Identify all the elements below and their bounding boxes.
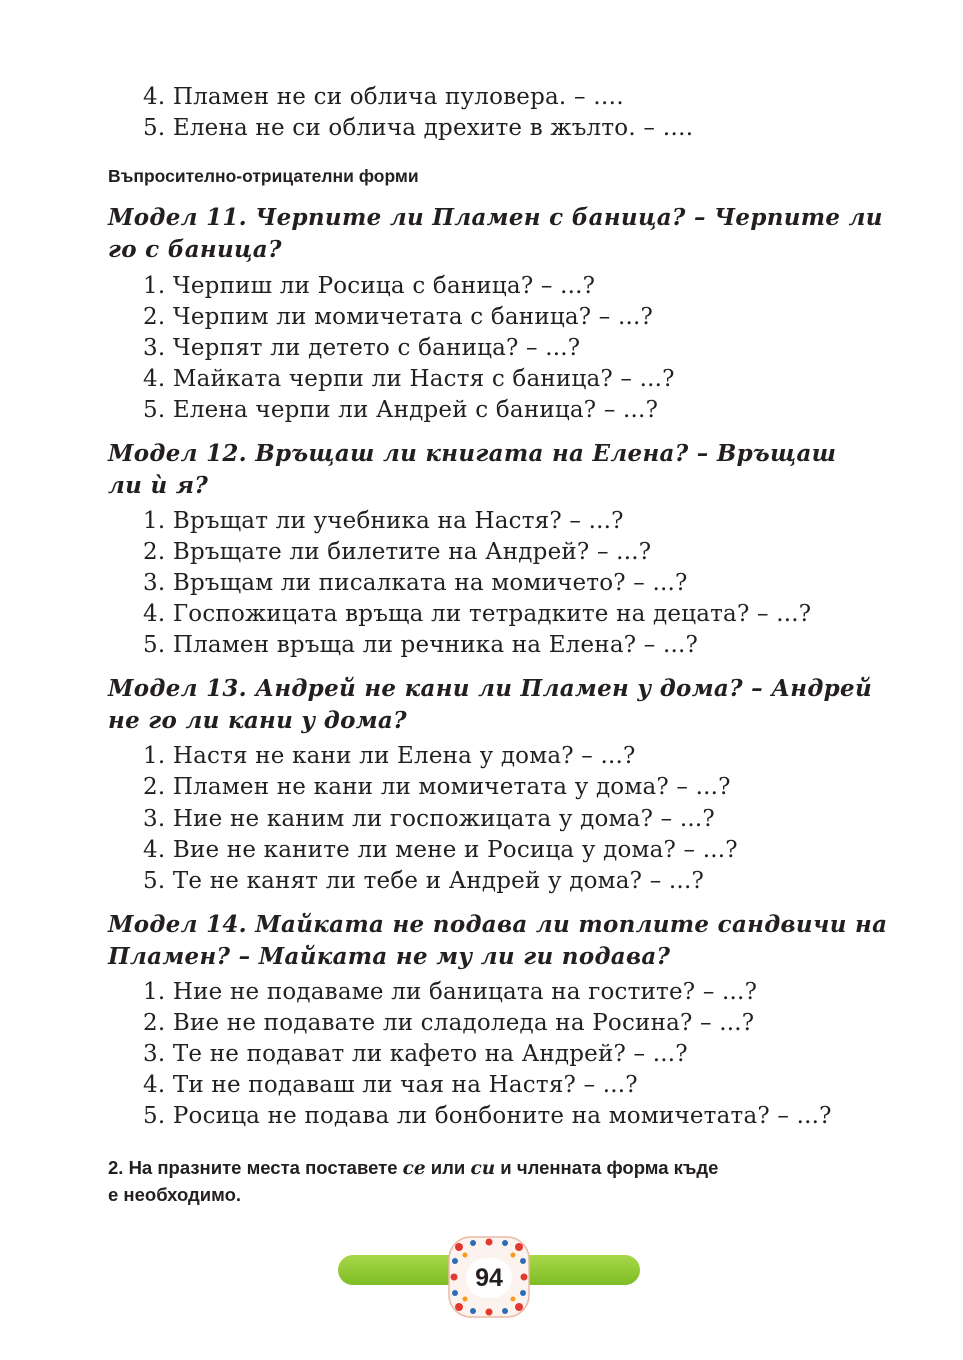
model-13-line1: Модел 13. Андрей не кани ли Пламен у дома? – Андрей: [108, 675, 872, 702]
exercise-item: 5. Росица не подава ли бонбоните на момичетата? – ...?: [143, 1103, 832, 1129]
task-instruction-line2: е необходимо.: [108, 1184, 242, 1205]
exercise-item: 1. Ние не подаваме ли баницата на гостите? – ...?: [143, 979, 758, 1005]
exercise-item: 5. Те не канят ли тебе и Андрей у дома? – ...?: [143, 868, 704, 894]
exercise-item: 3. Връщам ли писалката на момичето? – ...?: [143, 570, 688, 596]
exercise-item: 5. Елена черпи ли Андрей с баница? – ...?: [143, 397, 659, 423]
exercise-item: 1. Връщат ли учебника на Настя? – ...?: [143, 508, 624, 534]
emphasis-word: се: [402, 1158, 426, 1179]
exercise-item: 1. Настя не кани ли Елена у дома? – ...?: [143, 743, 636, 769]
exercise-item: 2. Вие не подавате ли сладоледа на Росина? – ...?: [143, 1010, 755, 1036]
exercise-item: 4. Пламен не си облича пуловера. – ….: [143, 84, 624, 110]
exercise-item: 2. Връщате ли билетите на Андрей? – ...?: [143, 539, 652, 565]
exercise-item: 4. Ти не подаваш ли чая на Настя? – ...?: [143, 1072, 638, 1098]
exercise-item: 5. Пламен връща ли речника на Елена? – ...?: [143, 632, 699, 658]
section-heading: Въпросително-отрицателни форми: [108, 166, 419, 186]
exercise-item: 3. Ние не каним ли госпожицата у дома? – ...?: [143, 806, 715, 832]
exercise-item: 4. Майката черпи ли Настя с баница? – ...?: [143, 366, 675, 392]
model-14-line1: Модел 14. Майката не подава ли топлите сандвичи на: [108, 911, 888, 938]
model-12-line1: Модел 12. Връщаш ли книгата на Елена? – Връщаш: [108, 440, 837, 467]
model-13-line2: не го ли кани у дома?: [108, 707, 407, 734]
exercise-item: 2. Пламен не кани ли момичетата у дома? – ...?: [143, 774, 731, 800]
exercise-item: 4. Госпожицата връща ли тетрадките на децата? – ...?: [143, 601, 812, 627]
model-11-line2: го с баница?: [108, 236, 282, 263]
exercise-item: 1. Черпиш ли Росица с баница? – ...?: [143, 273, 596, 299]
model-14-line2: Пламен? – Майката не му ли ги подава?: [108, 943, 671, 970]
emphasis-word: си: [470, 1158, 496, 1179]
task-instruction: 2. На празните места поставете се или си и членната форма къде: [108, 1157, 719, 1179]
exercise-item: 5. Елена не си облича дрехите в жълто. – ….: [143, 115, 694, 141]
exercise-item: 2. Черпим ли момичетата с баница? – ...?: [143, 304, 654, 330]
exercise-item: 4. Вие не каните ли мене и Росица у дома? – ...?: [143, 837, 738, 863]
model-12-line2: ли ѝ я?: [108, 472, 209, 499]
exercise-item: 3. Те не подават ли кафето на Андрей? – ...?: [143, 1041, 688, 1067]
model-11-line1: Модел 11. Черпите ли Пламен с баница? – Черпите ли: [108, 204, 883, 231]
exercise-item: 3. Черпят ли детето с баница? – ...?: [143, 335, 581, 361]
page-number: 94: [466, 1258, 512, 1298]
